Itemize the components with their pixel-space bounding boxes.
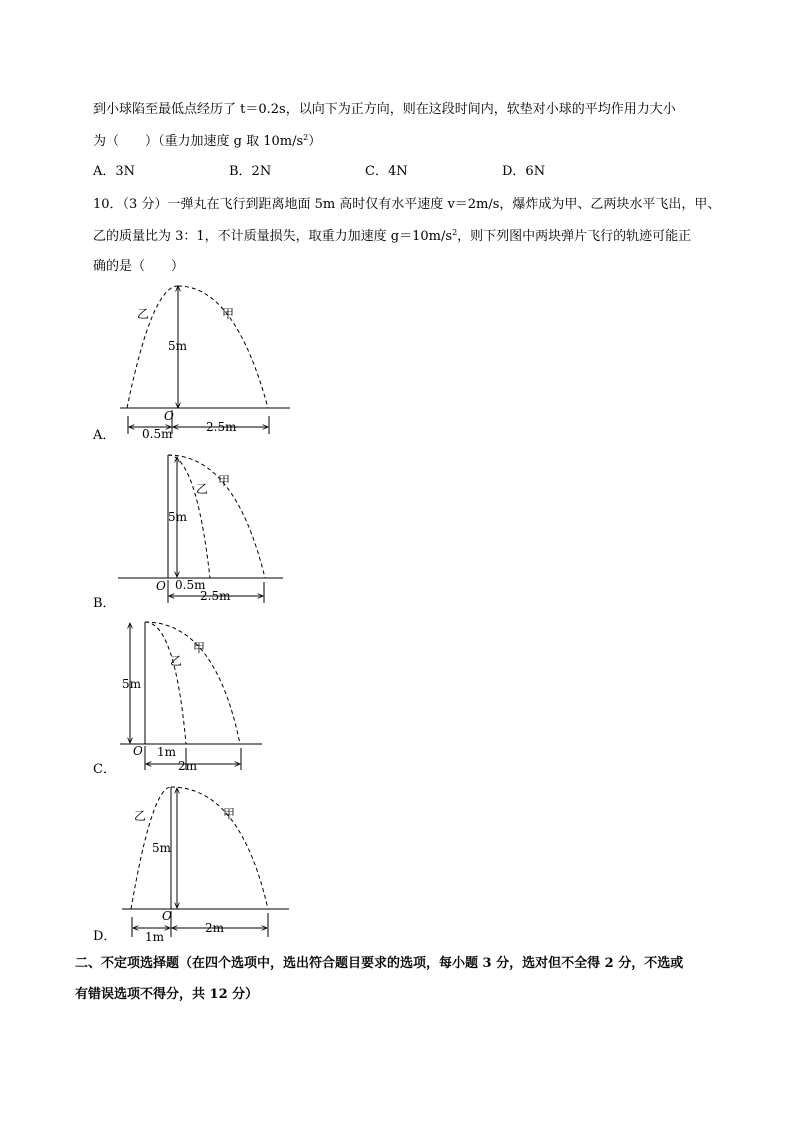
figure-b[interactable] bbox=[118, 455, 283, 603]
yi-label: 乙 bbox=[170, 654, 183, 668]
near-distance-label: 1m bbox=[157, 745, 177, 759]
origin-label: O bbox=[162, 909, 172, 923]
q9-option-b[interactable]: B．2N bbox=[229, 164, 272, 179]
height-label: 5m bbox=[122, 677, 142, 691]
far-distance-label: 2.5m bbox=[200, 589, 231, 603]
origin-label: O bbox=[156, 579, 166, 593]
far-distance-label: 2m bbox=[178, 759, 198, 773]
near-distance-label: 0.5m bbox=[175, 578, 206, 592]
q10-option-a-label[interactable]: A． bbox=[93, 428, 116, 443]
jia-label: 甲 bbox=[223, 807, 236, 821]
q9-text-line2: 为（ ）（重力加速度 g 取 $10m/s^2$） bbox=[93, 133, 322, 149]
q10-option-d-label[interactable]: D． bbox=[93, 929, 117, 944]
figure-d[interactable] bbox=[122, 787, 289, 944]
jia-trajectory bbox=[178, 286, 268, 408]
figure-a[interactable] bbox=[120, 286, 290, 441]
q9-option-c[interactable]: C．4N bbox=[365, 164, 408, 179]
origin-label: O bbox=[133, 744, 143, 758]
jia-label: 甲 bbox=[218, 474, 231, 488]
height-label: 5m bbox=[152, 841, 172, 855]
yi-label: 乙 bbox=[137, 307, 150, 321]
jia-label: 甲 bbox=[193, 641, 206, 655]
q10-option-c-label[interactable]: C． bbox=[93, 762, 116, 777]
section2-heading-line2: 有错误选项不得分，共 12 分） bbox=[75, 987, 259, 1002]
q9-option-a[interactable]: A．3N bbox=[93, 164, 136, 179]
height-label: 5m bbox=[168, 510, 188, 524]
yi-label: 乙 bbox=[134, 809, 147, 823]
origin-label: O bbox=[164, 409, 174, 423]
yi-label: 乙 bbox=[196, 482, 209, 496]
q9-option-d[interactable]: D．6N bbox=[502, 164, 546, 179]
q10-text-line2: 乙的质量比为 3：1，不计质量损失，取重力加速度 $g=10m/s^2$，则下列图中两块弹片飞行的轨迹可能正 bbox=[93, 228, 692, 244]
figure-c[interactable] bbox=[120, 622, 262, 773]
jia-trajectory bbox=[171, 787, 268, 909]
left-distance-label: 1m bbox=[145, 930, 165, 944]
left-distance-label: 0.5m bbox=[142, 427, 173, 441]
section2-heading-line1: 二、不定项选择题（在四个选项中，选出符合题目要求的选项，每小题 3 分，选对但不全得 2 分，不选或 bbox=[75, 956, 684, 971]
jia-label: 甲 bbox=[222, 307, 235, 321]
yi-trajectory bbox=[145, 622, 186, 744]
height-label: 5m bbox=[168, 339, 188, 353]
right-distance-label: 2.5m bbox=[206, 420, 237, 434]
q9-text-line1: 到小球陷至最低点经历了 t＝0.2s，以向下为正方向，则在这段时间内，软垫对小球的平均作用力大小 bbox=[93, 102, 676, 117]
right-distance-label: 2m bbox=[205, 921, 225, 935]
q10-text-line3: 确的是（ ） bbox=[93, 259, 185, 274]
q10-option-b-label[interactable]: B． bbox=[93, 596, 116, 611]
q10-text-line1: 10．（3 分）一弹丸在飞行到距离地面 5m 高时仅有水平速度 v＝2m/s，爆炸成为甲、乙两块水平飞出，甲、 bbox=[93, 197, 721, 212]
